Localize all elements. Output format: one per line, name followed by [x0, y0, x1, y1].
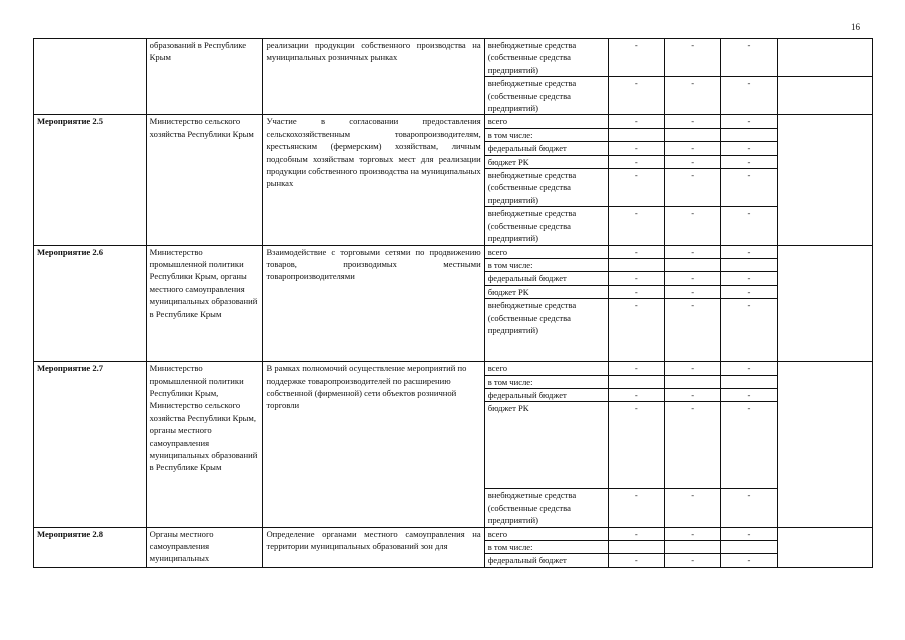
value-cell — [665, 375, 721, 388]
value-cell: - — [721, 527, 777, 540]
value-cell: - — [608, 245, 664, 258]
funding-source-cell: бюджет РК — [484, 402, 608, 489]
value-cell: - — [721, 554, 777, 567]
value-cell: - — [665, 169, 721, 207]
empty-cell — [777, 77, 872, 115]
value-cell: - — [721, 142, 777, 155]
executor-cell: Министерство промышленной политики Республики Крым, Министерство сельского хозяйства Республики Крым, органы местного самоуправления муниципальных образований в Республике Крым — [146, 362, 263, 527]
value-cell: - — [665, 207, 721, 245]
value-cell — [665, 258, 721, 271]
funding-source-cell: бюджет РК — [484, 155, 608, 168]
value-cell: - — [665, 489, 721, 527]
funding-source-cell: всего — [484, 115, 608, 128]
funding-source-cell: бюджет РК — [484, 285, 608, 298]
value-cell: - — [608, 169, 664, 207]
page-number: 16 — [851, 22, 860, 32]
value-cell — [665, 540, 721, 553]
value-cell: - — [608, 272, 664, 285]
value-cell: - — [665, 554, 721, 567]
empty-cell — [777, 527, 872, 567]
executor-cell: Министерство промышленной политики Республики Крым, органы местного самоуправления муниципальных образований в Республике Крым — [146, 245, 263, 362]
value-cell: - — [665, 155, 721, 168]
value-cell: - — [665, 299, 721, 362]
value-cell: - — [721, 207, 777, 245]
value-cell: - — [721, 245, 777, 258]
value-cell: - — [665, 77, 721, 115]
description-cell: реализации продукции собственного производства на муниципальных розничных рынках — [263, 39, 484, 115]
table-row — [34, 39, 873, 77]
funding-source-cell: всего — [484, 527, 608, 540]
description-cell: Определение органами местного самоуправления на территории муниципальных образований зон для — [263, 527, 484, 567]
event-cell: Мероприятие 2.6 — [34, 245, 147, 362]
value-cell: - — [608, 285, 664, 298]
funding-source-cell: в том числе: — [484, 540, 608, 553]
value-cell: - — [608, 489, 664, 527]
value-cell: - — [608, 155, 664, 168]
value-cell: - — [608, 388, 664, 401]
value-cell: - — [608, 527, 664, 540]
description-cell: Участие в согласовании предоставления сельскохозяйственным товаропроизводителям, крестьянским (фермерским) хозяйствам, личным подсобным хозяйствам торговых мест для реализации продукции собственного производства на муниципальных рынках — [263, 115, 484, 245]
funding-source-cell: внебюджетные средства (собственные средства предприятий) — [484, 299, 608, 362]
value-cell: - — [608, 299, 664, 362]
funding-source-cell: внебюджетные средства (собственные средства предприятий) — [484, 207, 608, 245]
event-cell: Мероприятие 2.8 — [34, 527, 147, 567]
value-cell: - — [608, 554, 664, 567]
value-cell — [608, 258, 664, 271]
value-cell: - — [721, 489, 777, 527]
value-cell: - — [608, 362, 664, 375]
value-cell: - — [665, 402, 721, 489]
table-row — [34, 115, 873, 128]
value-cell: - — [721, 272, 777, 285]
program-activities-table — [33, 38, 873, 568]
funding-source-cell: всего — [484, 362, 608, 375]
executor-cell: образований в Республике Крым — [146, 39, 263, 115]
value-cell: - — [721, 155, 777, 168]
table-row — [34, 362, 873, 375]
value-cell — [665, 128, 721, 141]
value-cell: - — [665, 388, 721, 401]
value-cell: - — [608, 207, 664, 245]
empty-cell — [777, 39, 872, 77]
table-row — [34, 527, 873, 540]
value-cell — [608, 540, 664, 553]
value-cell: - — [721, 299, 777, 362]
value-cell — [721, 128, 777, 141]
funding-source-cell: в том числе: — [484, 258, 608, 271]
value-cell — [608, 375, 664, 388]
empty-cell — [777, 115, 872, 245]
funding-source-cell: внебюджетные средства (собственные средства предприятий) — [484, 77, 608, 115]
value-cell: - — [665, 115, 721, 128]
executor-cell: Министерство сельского хозяйства Республики Крым — [146, 115, 263, 245]
funding-source-cell: внебюджетные средства (собственные средства предприятий) — [484, 39, 608, 77]
funding-source-cell: внебюджетные средства (собственные средства предприятий) — [484, 169, 608, 207]
value-cell: - — [665, 527, 721, 540]
value-cell: - — [721, 388, 777, 401]
value-cell: - — [665, 142, 721, 155]
funding-source-cell: федеральный бюджет — [484, 142, 608, 155]
value-cell — [721, 375, 777, 388]
value-cell: - — [721, 77, 777, 115]
value-cell — [721, 540, 777, 553]
empty-cell — [777, 362, 872, 527]
funding-source-cell: федеральный бюджет — [484, 388, 608, 401]
value-cell: - — [721, 115, 777, 128]
table-row — [34, 245, 873, 258]
value-cell: - — [665, 362, 721, 375]
value-cell: - — [721, 402, 777, 489]
empty-cell — [777, 245, 872, 362]
funding-source-cell: в том числе: — [484, 375, 608, 388]
value-cell: - — [665, 285, 721, 298]
value-cell: - — [721, 285, 777, 298]
value-cell: - — [608, 402, 664, 489]
value-cell — [608, 128, 664, 141]
value-cell: - — [608, 39, 664, 77]
value-cell: - — [608, 142, 664, 155]
description-cell: В рамках полномочий осуществление мероприятий по поддержке товаропроизводителей по расширению собственной (фирменной) сети объектов розничной торговли — [263, 362, 484, 527]
value-cell: - — [721, 39, 777, 77]
funding-source-cell: федеральный бюджет — [484, 272, 608, 285]
description-cell: Взаимодействие с торговыми сетями по продвижению товаров, производимых местными товаропроизводителями — [263, 245, 484, 362]
value-cell: - — [608, 115, 664, 128]
executor-cell: Органы местного самоуправления муниципальных — [146, 527, 263, 567]
value-cell — [721, 258, 777, 271]
event-cell: Мероприятие 2.7 — [34, 362, 147, 527]
funding-source-cell: в том числе: — [484, 128, 608, 141]
value-cell: - — [608, 77, 664, 115]
funding-source-cell: всего — [484, 245, 608, 258]
value-cell: - — [665, 272, 721, 285]
event-cell — [34, 39, 147, 115]
value-cell: - — [721, 362, 777, 375]
value-cell: - — [665, 39, 721, 77]
event-cell: Мероприятие 2.5 — [34, 115, 147, 245]
funding-source-cell: федеральный бюджет — [484, 554, 608, 567]
value-cell: - — [665, 245, 721, 258]
value-cell: - — [721, 169, 777, 207]
funding-source-cell: внебюджетные средства (собственные средства предприятий) — [484, 489, 608, 527]
